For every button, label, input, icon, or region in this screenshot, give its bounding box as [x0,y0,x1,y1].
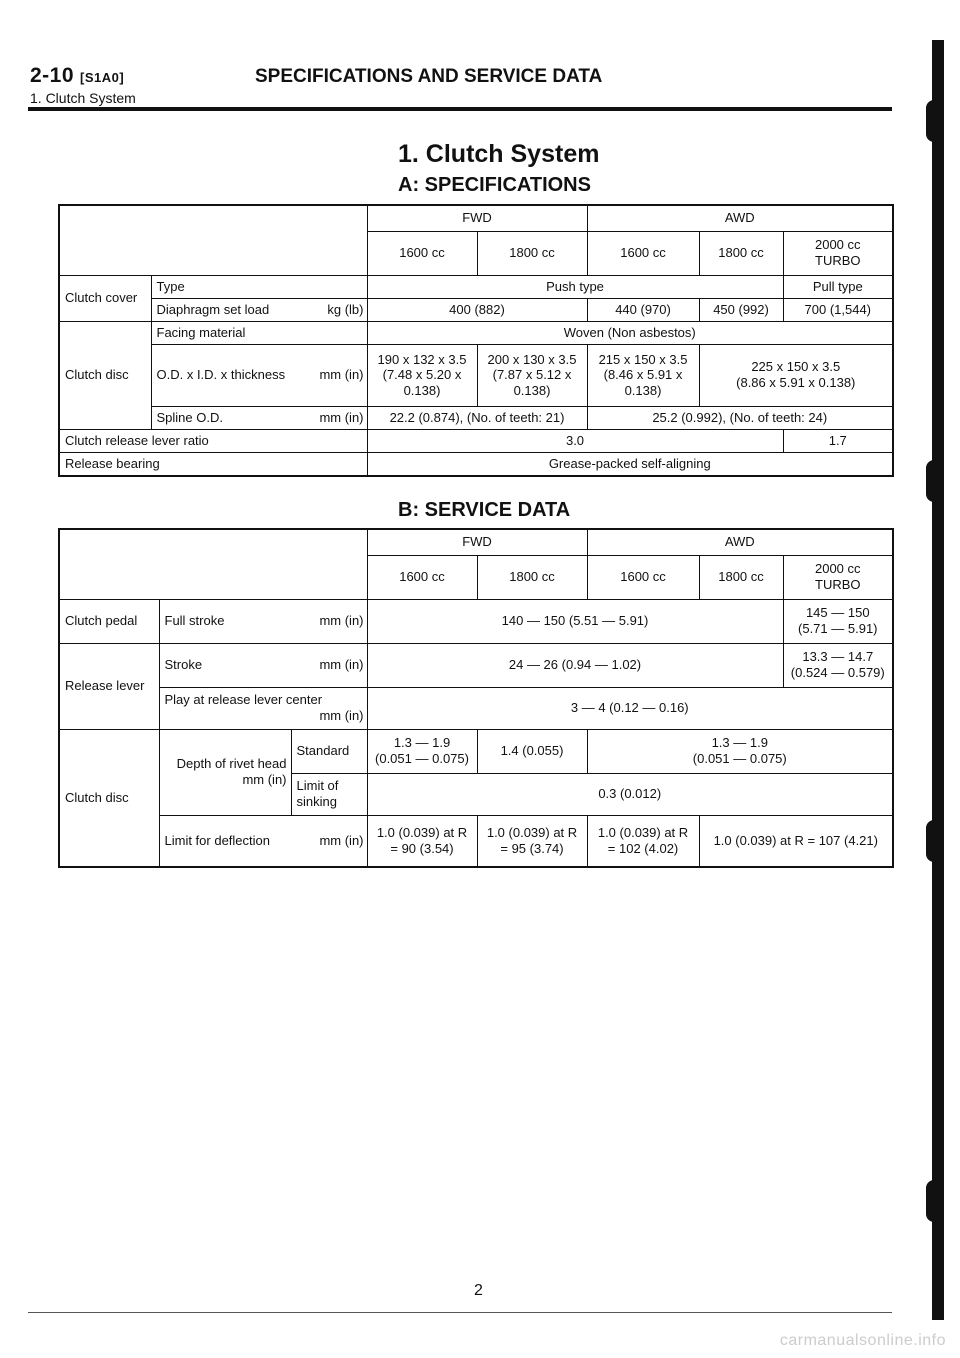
value-line: 1.0 (0.039) at R [486,825,578,841]
type-label: Type [151,275,367,298]
page-code [30,64,124,88]
col-awd: AWD [587,529,893,555]
page-subtitle: 1. Clutch System [30,90,136,106]
bearing-value: Grease-packed self-aligning [367,452,893,476]
od-awd-rest [699,344,893,406]
ratio-label: Clutch release lever ratio [59,429,367,452]
value-line: (0.051 — 0.075) [692,751,787,766]
od-fwd-1600 [367,344,477,406]
stroke-label [159,643,367,687]
watermark: carmanualsonline.info [779,1332,946,1349]
od-line: (7.48 x 5.20 x [382,367,462,383]
std-fwd-1600 [367,729,477,773]
play-text: Play at release lever center [164,692,323,708]
value-line: = 102 (4.02) [607,840,679,856]
col-fwd-1600: 1600 cc [367,555,477,599]
value-line: 145 — 150 [805,605,870,621]
col-awd: AWD [587,205,893,231]
stroke-value: 24 — 26 (0.94 — 1.02) [367,643,783,687]
deflection-unit: mm (in) [319,832,364,848]
od-line: 200 x 130 x 3.5 [487,351,577,367]
od-line: 0.138) [624,382,662,398]
stroke-text: Stroke [164,657,203,673]
od-label [151,344,367,406]
value-line: 1.3 — 1.9 [393,735,451,751]
spline-text: Spline O.D. [156,409,223,425]
pull-type-value: Pull type [783,275,893,298]
service-data-table [58,528,894,868]
full-stroke-unit: mm (in) [319,613,364,629]
col-fwd-1600: 1600 cc [367,231,477,275]
release-lever-label: Release lever [59,643,159,729]
od-line: 215 x 150 x 3.5 [598,351,688,367]
limit-sinking-label [291,773,367,815]
od-awd-1600 [587,344,699,406]
full-stroke-value: 140 — 150 (5.51 — 5.91) [367,599,783,643]
full-stroke-text: Full stroke [164,613,225,629]
sinking-value: 0.3 (0.012) [367,773,893,815]
clutch-disc-label: Clutch disc [59,729,159,867]
value-line: 13.3 — 14.7 [802,649,874,665]
col-2000-label: 2000 cc [814,237,861,253]
clutch-pedal-label: Clutch pedal [59,599,159,643]
diaphragm-awd-1800: 450 (992) [699,298,783,321]
footer-rule [28,1312,892,1313]
section-title: 1. Clutch System [398,140,600,168]
ratio-main: 3.0 [367,429,783,452]
value-line: 1.0 (0.039) at R [597,825,689,841]
value-line: 1.3 — 1.9 [711,735,768,751]
depth-unit: mm (in) [242,772,287,787]
defl-fwd-1600 [367,815,477,867]
binding-tab [926,820,940,862]
defl-awd-rest: 1.0 (0.039) at R = 107 (4.21) [699,815,893,867]
corner-cell [59,205,367,275]
od-line: (8.46 x 5.91 x [603,367,683,383]
diaphragm-turbo: 700 (1,544) [783,298,893,321]
od-line: (7.87 x 5.12 x [492,367,572,383]
stroke-turbo [783,643,893,687]
col-fwd: FWD [367,529,587,555]
header-rule [28,107,892,111]
col-fwd-1800: 1800 cc [477,555,587,599]
deflection-text: Limit for deflection [164,832,270,848]
binding-tab [926,460,940,502]
spline-unit: mm (in) [319,409,364,425]
std-fwd-1800: 1.4 (0.055) [477,729,587,773]
spline-awd: 25.2 (0.992), (No. of teeth: 24) [587,406,893,429]
col-turbo-label: TURBO [815,253,861,268]
diaphragm-awd-1600: 440 (970) [587,298,699,321]
page-code-ref: [S1A0] [80,70,125,85]
value-line: = 95 (3.74) [500,840,564,856]
page-code-number: 2-10 [30,64,75,87]
clutch-disc-label: Clutch disc [59,321,151,429]
value-line: (0.524 — 0.579) [790,665,885,680]
deflection-label [159,815,367,867]
col-awd-1600: 1600 cc [587,231,699,275]
value-line: 1.0 (0.039) at R [376,825,468,841]
col-turbo-label: TURBO [815,577,861,592]
diaphragm-text: Diaphragm set load [156,301,270,317]
depth-label [159,729,291,815]
defl-fwd-1800 [477,815,587,867]
binding-edge [932,40,944,1320]
specifications-title: A: SPECIFICATIONS [398,174,591,196]
od-text: O.D. x I.D. x thickness [156,367,286,383]
binding-tab [926,1180,940,1222]
push-type-value: Push type [367,275,783,298]
col-fwd-1800: 1800 cc [477,231,587,275]
specifications-table [58,204,894,477]
diaphragm-fwd: 400 (882) [367,298,587,321]
label-line: Limit of [296,778,339,794]
page-title: SPECIFICATIONS AND SERVICE DATA [255,66,603,87]
col-awd-2000-turbo [783,231,893,275]
std-awd [587,729,893,773]
facing-value: Woven (Non asbestos) [367,321,893,344]
col-awd-1600: 1600 cc [587,555,699,599]
value-line: (0.051 — 0.075) [375,751,469,766]
col-awd-1800: 1800 cc [699,555,783,599]
od-line: (8.86 x 5.91 x 0.138) [736,375,856,390]
value-line: (5.71 — 5.91) [798,621,878,636]
od-fwd-1800 [477,344,587,406]
depth-text: Depth of rivet head [176,756,287,772]
diaphragm-label [151,298,367,321]
col-awd-1800: 1800 cc [699,231,783,275]
defl-awd-1600 [587,815,699,867]
full-stroke-turbo [783,599,893,643]
stroke-unit: mm (in) [319,657,364,673]
od-unit: mm (in) [319,367,364,383]
clutch-cover-label: Clutch cover [59,275,151,321]
standard-label: Standard [291,729,367,773]
diaphragm-unit: kg (lb) [327,301,364,317]
page-number: 2 [474,1282,483,1299]
value-line: = 90 (3.54) [390,840,454,856]
label-line: sinking [296,794,337,809]
spline-fwd: 22.2 (0.874), (No. of teeth: 21) [367,406,587,429]
ratio-turbo: 1.7 [783,429,893,452]
spline-label [151,406,367,429]
od-line: 0.138) [403,382,441,398]
bearing-label: Release bearing [59,452,367,476]
col-fwd: FWD [367,205,587,231]
col-awd-2000-turbo [783,555,893,599]
facing-label: Facing material [151,321,367,344]
play-label [159,687,367,729]
od-line: 0.138) [513,382,551,398]
full-stroke-label [159,599,367,643]
service-data-title: B: SERVICE DATA [398,499,571,521]
od-line: 225 x 150 x 3.5 [751,359,841,375]
binding-tab [926,100,940,142]
play-unit: mm (in) [319,708,364,723]
col-2000-label: 2000 cc [814,561,861,577]
od-line: 190 x 132 x 3.5 [377,351,467,367]
play-value: 3 — 4 (0.12 — 0.16) [367,687,893,729]
corner-cell [59,529,367,599]
